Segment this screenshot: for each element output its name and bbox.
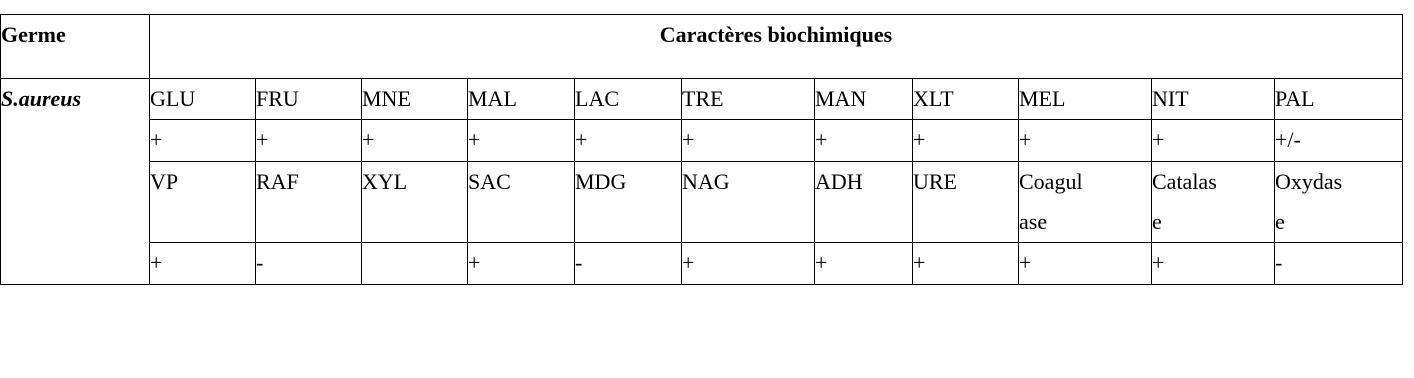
test-code-cell: MDG bbox=[575, 162, 682, 243]
result-cell: - bbox=[1275, 243, 1403, 285]
table-row bbox=[1, 79, 1403, 120]
result-cell: + bbox=[815, 243, 913, 285]
result-cell bbox=[362, 243, 468, 285]
test-code-cell: NIT bbox=[1152, 79, 1275, 120]
test-code-cell: TRE bbox=[682, 79, 815, 120]
result-cell: + bbox=[815, 120, 913, 162]
test-code-cell: Catalas e bbox=[1152, 162, 1275, 243]
result-cell: + bbox=[682, 120, 815, 162]
result-cell: - bbox=[256, 243, 362, 285]
result-cell: + bbox=[913, 120, 1019, 162]
result-cell: - bbox=[575, 243, 682, 285]
test-code-cell: ADH bbox=[815, 162, 913, 243]
test-code-cell: XYL bbox=[362, 162, 468, 243]
result-cell: + bbox=[468, 243, 575, 285]
test-code-cell: NAG bbox=[682, 162, 815, 243]
result-cell: + bbox=[913, 243, 1019, 285]
test-code-cell: XLT bbox=[913, 79, 1019, 120]
table-row bbox=[1, 243, 1403, 285]
test-code-cell: GLU bbox=[150, 79, 256, 120]
germ-name: S.aureus bbox=[1, 79, 150, 285]
test-code-cell: LAC bbox=[575, 79, 682, 120]
result-cell: + bbox=[1152, 243, 1275, 285]
result-cell: + bbox=[682, 243, 815, 285]
biochemical-table bbox=[0, 14, 1403, 285]
test-code-cell: Oxydas e bbox=[1275, 162, 1403, 243]
test-code-cell: MNE bbox=[362, 79, 468, 120]
test-code-cell: PAL bbox=[1275, 79, 1403, 120]
test-code-cell: MEL bbox=[1019, 79, 1152, 120]
germ-header: Germe bbox=[1, 15, 150, 79]
test-code-cell: URE bbox=[913, 162, 1019, 243]
result-cell: + bbox=[1019, 120, 1152, 162]
test-code-cell: FRU bbox=[256, 79, 362, 120]
test-code-cell: SAC bbox=[468, 162, 575, 243]
result-cell: + bbox=[256, 120, 362, 162]
table-title: Caractères biochimiques bbox=[150, 15, 1403, 79]
table-row bbox=[1, 162, 1403, 243]
test-code-cell: Coagul ase bbox=[1019, 162, 1152, 243]
table-row bbox=[1, 120, 1403, 162]
result-cell: +/- bbox=[1275, 120, 1403, 162]
result-cell: + bbox=[362, 120, 468, 162]
test-code-cell: VP bbox=[150, 162, 256, 243]
header-row bbox=[1, 15, 1403, 79]
result-cell: + bbox=[468, 120, 575, 162]
result-cell: + bbox=[150, 243, 256, 285]
result-cell: + bbox=[1019, 243, 1152, 285]
result-cell: + bbox=[150, 120, 256, 162]
test-code-cell: MAN bbox=[815, 79, 913, 120]
test-code-cell: RAF bbox=[256, 162, 362, 243]
result-cell: + bbox=[1152, 120, 1275, 162]
test-code-cell: MAL bbox=[468, 79, 575, 120]
result-cell: + bbox=[575, 120, 682, 162]
